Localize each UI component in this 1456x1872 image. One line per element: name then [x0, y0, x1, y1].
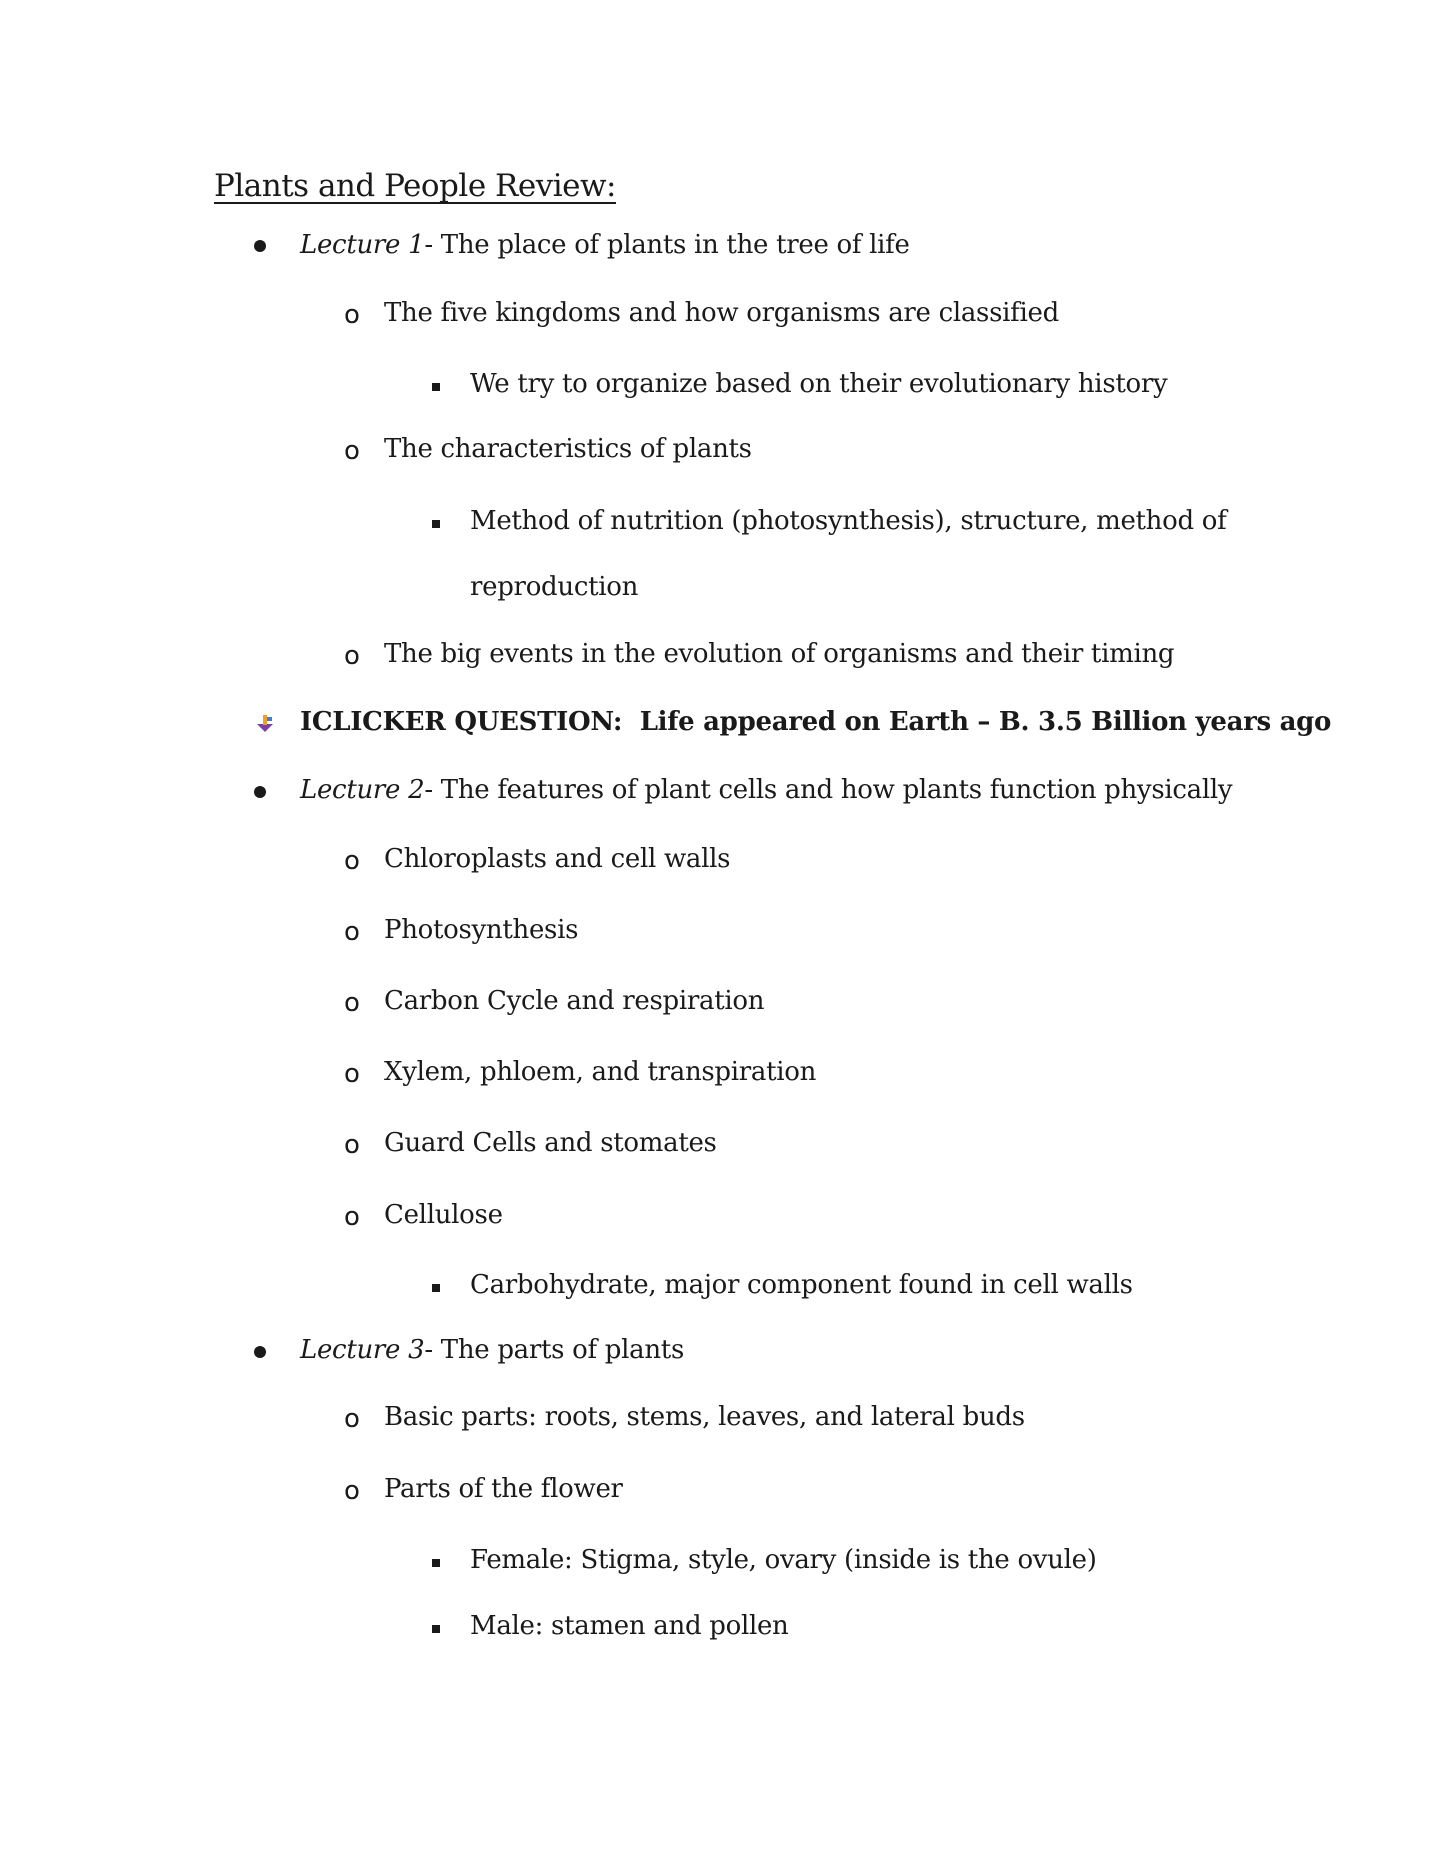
bullet-circle: o [344, 917, 360, 947]
list-item: Xylem, phloem, and transpiration [384, 1057, 817, 1087]
bullet-circle: o [344, 1202, 360, 1232]
bullet-dot [254, 240, 266, 252]
bullet-square [432, 1559, 440, 1567]
list-item: Basic parts: roots, stems, leaves, and lateral buds [384, 1402, 1025, 1432]
lecture-2-heading [300, 777, 1232, 803]
lecture-1-text: - The place of plants in the tree of life [424, 230, 910, 260]
bullet-square [432, 383, 440, 391]
list-item: Chloroplasts and cell walls [384, 844, 731, 874]
list-item: Carbohydrate, major component found in cell walls [470, 1270, 1133, 1300]
bullet-circle: o [344, 1059, 360, 1089]
list-item: Photosynthesis [384, 915, 579, 945]
iclicker-answer: Life appeared on Earth – B. 3.5 Billion years ago [639, 707, 1332, 737]
bullet-circle: o [344, 1404, 360, 1434]
iclicker-label: ICLICKER QUESTION: [300, 707, 623, 737]
lecture-3-heading [300, 1337, 684, 1363]
list-item: We try to organize based on their evolutionary history [470, 369, 1168, 399]
bullet-square [432, 1625, 440, 1633]
lecture-3-text: - The parts of plants [424, 1335, 684, 1365]
list-item: Female: Stigma, style, ovary (inside is the ovule) [470, 1545, 1097, 1575]
bullet-dot [254, 786, 266, 798]
list-item: Method of nutrition (photosynthesis), structure, method of [470, 506, 1227, 536]
page-title: Plants and People Review: [214, 168, 616, 204]
iclicker-question [300, 709, 1331, 735]
list-item: Cellulose [384, 1200, 503, 1230]
arrow-down-icon [254, 712, 276, 734]
bullet-circle: o [344, 846, 360, 876]
bullet-dot [254, 1346, 266, 1358]
bullet-circle: o [344, 641, 360, 671]
bullet-circle: o [344, 988, 360, 1018]
list-item: Guard Cells and stomates [384, 1128, 717, 1158]
lecture-1-label: Lecture 1 [300, 230, 425, 260]
bullet-circle: o [344, 300, 360, 330]
lecture-2-text: - The features of plant cells and how plants function physically [424, 775, 1233, 805]
list-item: Carbon Cycle and respiration [384, 986, 765, 1016]
bullet-square [432, 520, 440, 528]
bullet-circle: o [344, 436, 360, 466]
lecture-1-heading [300, 232, 910, 258]
lecture-3-label: Lecture 3 [300, 1335, 425, 1365]
bullet-square [432, 1284, 440, 1292]
lecture-2-label: Lecture 2 [300, 775, 425, 805]
bullet-circle: o [344, 1130, 360, 1160]
list-item-continuation: reproduction [470, 572, 639, 602]
list-item: Parts of the flower [384, 1474, 623, 1504]
list-item: The big events in the evolution of organisms and their timing [384, 639, 1175, 669]
bullet-circle: o [344, 1476, 360, 1506]
list-item: Male: stamen and pollen [470, 1611, 789, 1641]
list-item: The characteristics of plants [384, 434, 752, 464]
list-item: The five kingdoms and how organisms are classified [384, 298, 1059, 328]
